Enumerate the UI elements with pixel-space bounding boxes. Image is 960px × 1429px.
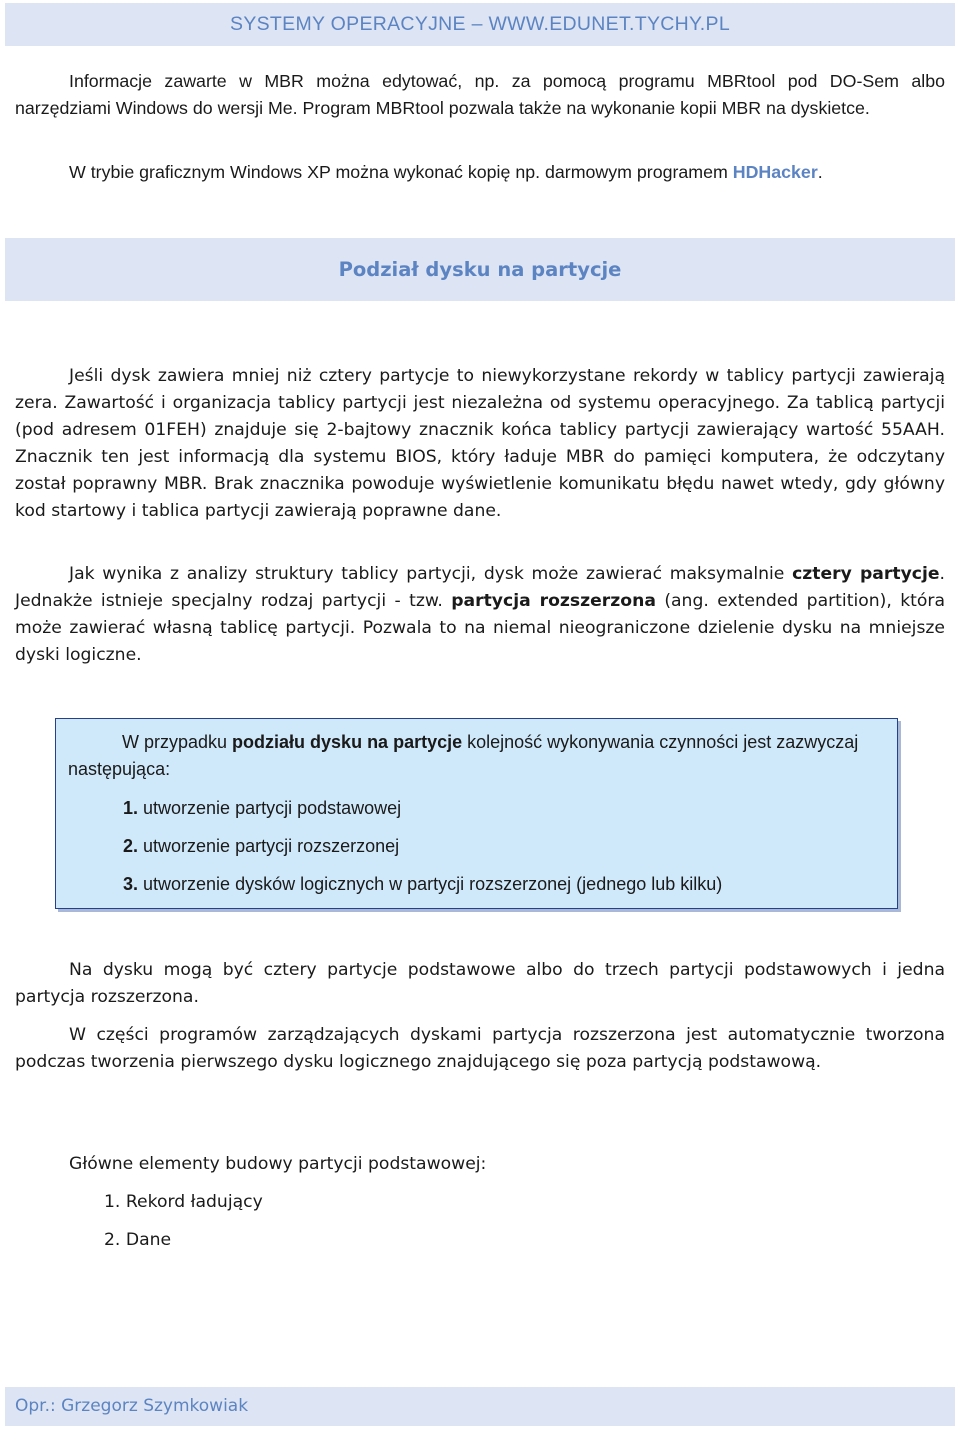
section-heading-bar (5, 238, 955, 301)
auto-extended-paragraph: W części programów zarządzających dyskami partycja rozszerzona jest automatycznie tworzona podczas tworzenia pierwszego dysku logicznego znajdującego się poza partycją podstawową. (15, 1025, 945, 1072)
intro-p2-text: W trybie graficznym Windows XP można wykonać kopię np. darmowym programem (69, 162, 733, 182)
box-step-text: utworzenie dysków logicznych w partycji rozszerzonej (jednego lub kilku) (138, 874, 723, 894)
box-intro-a: W przypadku (122, 732, 233, 752)
box-step-text: utworzenie partycji rozszerzonej (138, 836, 400, 856)
extended-partition-paragraph (15, 561, 945, 669)
p4-text-a: Jak wynika z analizy struktury tablicy partycji, dysk może zawierać maksymalnie (69, 564, 793, 584)
elements-heading: Główne elementy budowy partycji podstawowej: (69, 1154, 487, 1174)
partition-table-paragraph: Jeśli dysk zawiera mniej niż cztery partycje to niewykorzystane rekordy w tablicy partycji zawierają zera. Zawartość i organizacja tablicy partycji jest niezależna od systemu operacyjnego. Za tablicą partycji (pod adresem 01FEH) znajduje się 2-bajtowy znacznik końca tablicy partycji zawierający wartość 55AAH. Znacznik ten jest informacją dla systemu BIOS, który ładuje MBR do pamięci komputera, że odczytany został poprawny MBR. Brak znacznika powoduje wyświetlenie komunikatu błędu nawet wtedy, gdy główny kod startowy i tablica partycji zawierają poprawne dane. (15, 366, 945, 521)
box-step-text: utworzenie partycji podstawowej (138, 798, 402, 818)
partitioning-steps-box (55, 718, 898, 909)
list-item: 1. Rekord ładujący (104, 1192, 263, 1212)
intro-paragraph-2 (15, 159, 945, 186)
page-footer (5, 1387, 955, 1426)
box-intro-bold: podziału dysku na partycje (232, 732, 463, 752)
p4-text-c: . Jednakże istnieje specjalny rodzaj partycji - tzw. (15, 564, 946, 611)
box-intro-c: kolejność wykonywania czynności jest zazwyczaj następująca: (68, 732, 859, 779)
list-item: 2. Dane (104, 1230, 172, 1250)
p4-bold-extended-partition: partycja rozszerzona (451, 591, 656, 611)
header-title: SYSTEMY OPERACYJNE – WWW.EDUNET.TYCHY.PL (230, 13, 730, 35)
p4-bold-four-partitions: cztery partycje (792, 564, 940, 584)
box-step (123, 834, 399, 858)
box-step (123, 796, 401, 820)
hdhacker-highlight: HDHacker (732, 162, 818, 182)
intro-p2-end: . (817, 162, 823, 182)
box-intro (68, 729, 886, 783)
box-step-number: 1. (123, 798, 139, 818)
page-header (5, 3, 955, 46)
p4-text-e: (ang. extended partition), która może zawierać własną tablicę partycji. Pozwala to na niemal nieograniczone dzielenie dysku na mniejsze dyski logiczne. (15, 591, 946, 665)
section-title: Podział dysku na partycje (338, 258, 622, 281)
box-step-number: 3. (123, 874, 139, 894)
partition-count-paragraph: Na dysku mogą być cztery partycje podstawowe albo do trzech partycji podstawowych i jedna partycja rozszerzona. (15, 960, 945, 1007)
intro-paragraph-1: Informacje zawarte w MBR można edytować, np. za pomocą programu MBRtool pod DO-Sem albo narzędziami Windows do wersji Me. Program MBRtool pozwala także na wykonanie kopii MBR na dyskietce. (15, 71, 945, 118)
footer-author: Opr.: Grzegorz Szymkowiak (15, 1396, 249, 1416)
box-step-number: 2. (123, 836, 139, 856)
box-step (123, 872, 722, 896)
